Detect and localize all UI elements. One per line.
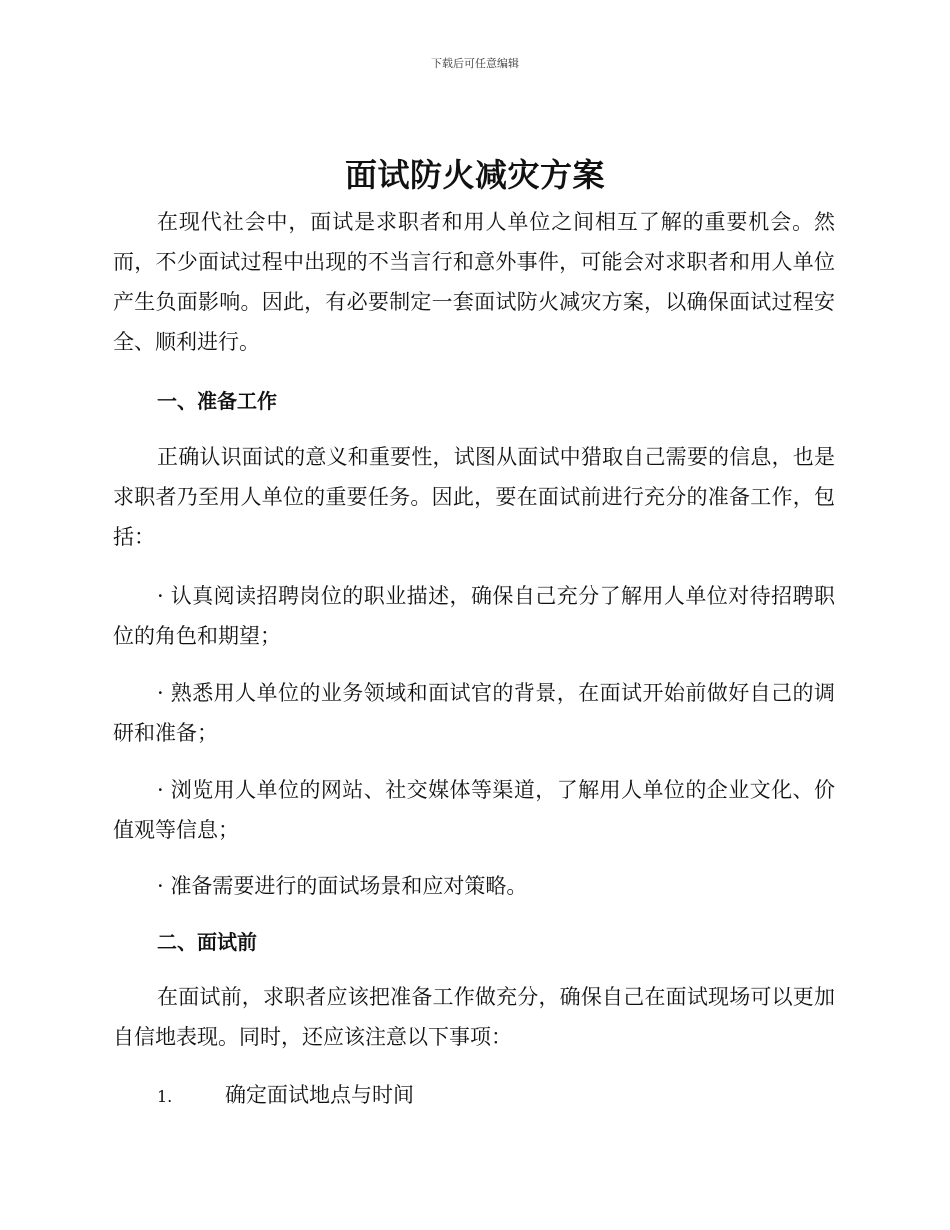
bullet-item: · 认真阅读招聘岗位的职业描述，确保自己充分了解用人单位对待招聘职位的角色和期望；: [113, 584, 835, 648]
numbered-list-item: [157, 1080, 414, 1112]
intro-paragraph: 在现代社会中，面试是求职者和用人单位之间相互了解的重要机会。然而，不少面试过程中出现的不当言行和意外事件，可能会对求职者和用人单位产生负面影响。因此，有必要制定一套面试防火减灾方案，以确保面试过程安全、顺利进行。: [113, 210, 835, 354]
bullet-item: · 浏览用人单位的网站、社交媒体等渠道，了解用人单位的企业文化、价值观等信息；: [113, 778, 835, 842]
list-item-text: 确定面试地点与时间: [225, 1083, 414, 1107]
section-2-paragraph: 在面试前，求职者应该把准备工作做充分，确保自己在面试现场可以更加自信地表现。同时，还应该注意以下事项：: [113, 985, 835, 1049]
list-number: 1.: [157, 1087, 173, 1106]
section-1-paragraph: 正确认识面试的意义和重要性，试图从面试中猎取自己需要的信息，也是求职者乃至用人单位的重要任务。因此，要在面试前进行充分的准备工作，包括：: [113, 445, 835, 549]
bullet-item: · 准备需要进行的面试场景和应对策略。: [157, 874, 528, 898]
document-title: 面试防火减灾方案: [344, 156, 605, 194]
bullet-item: · 熟悉用人单位的业务领域和面试官的背景，在面试开始前做好自己的调研和准备；: [113, 681, 835, 745]
header-note: 下载后可任意编辑: [431, 57, 519, 70]
section-1-heading: 一、准备工作: [157, 389, 277, 413]
section-2-heading: 二、面试前: [157, 930, 257, 954]
